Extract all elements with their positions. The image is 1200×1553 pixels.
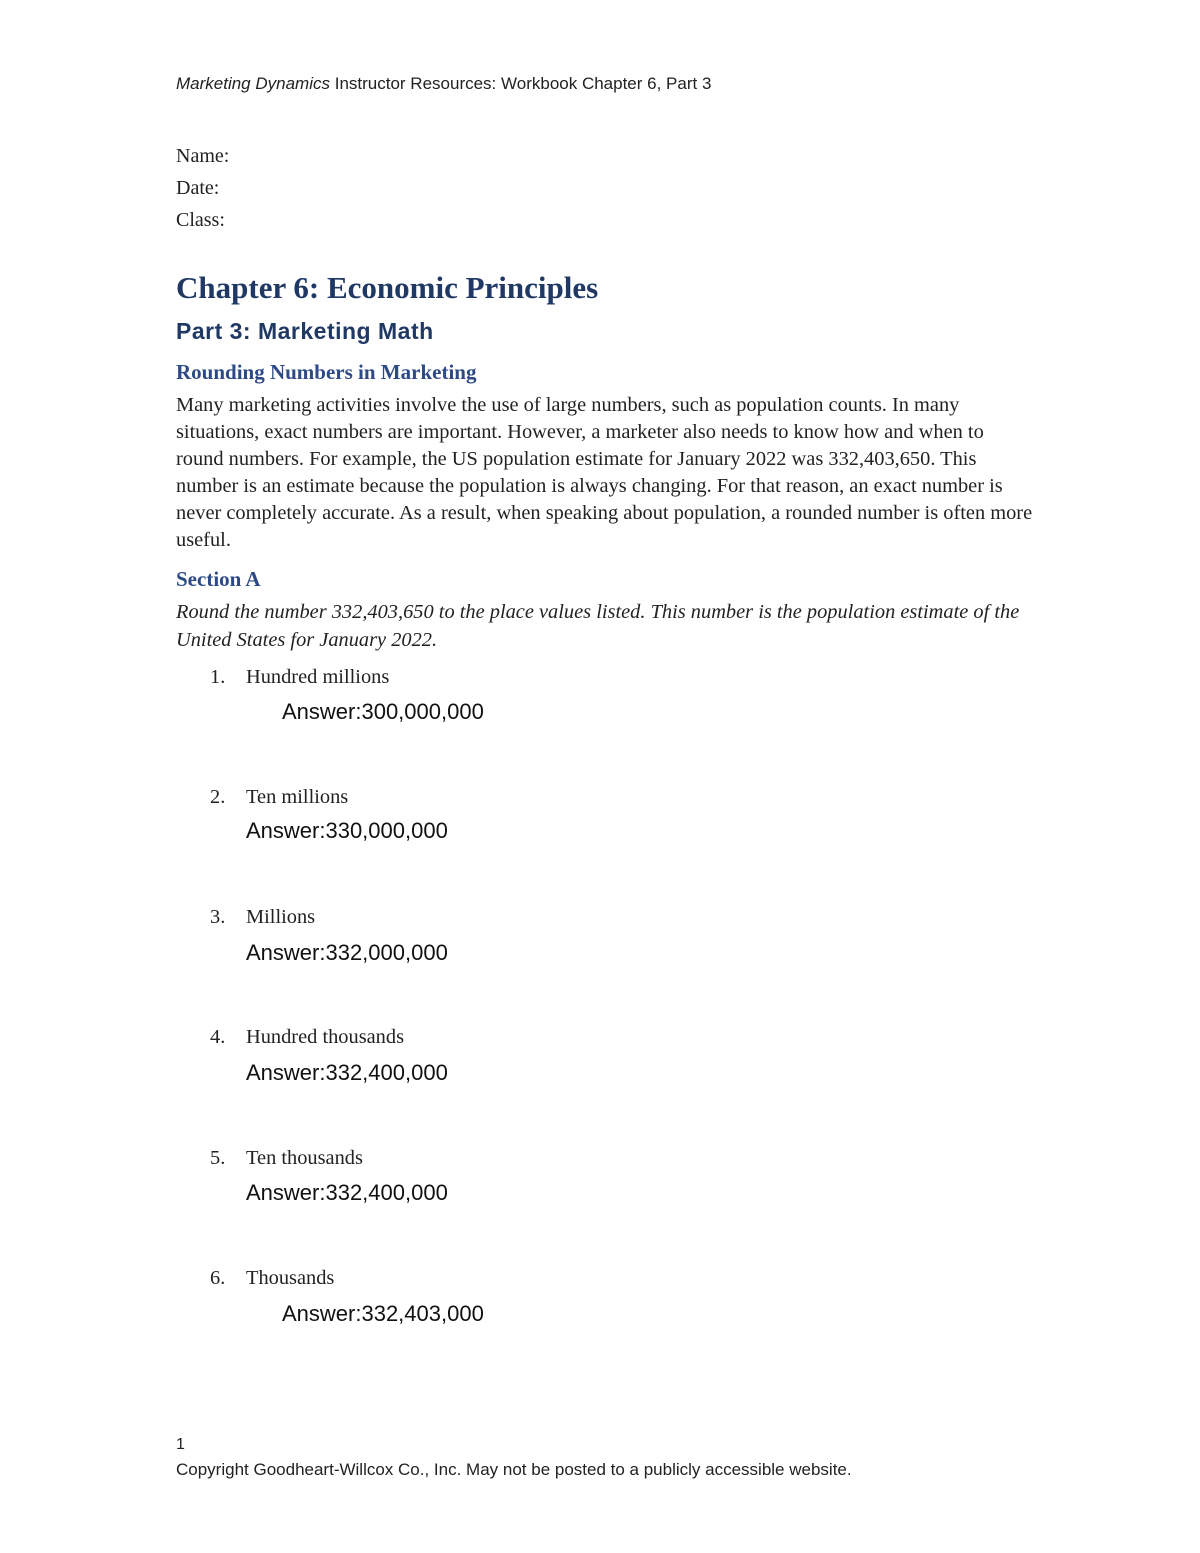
answer-text: Answer:332,403,000 xyxy=(282,1301,484,1326)
rounding-heading: Rounding Numbers in Marketing xyxy=(176,360,477,384)
question-text: Ten thousands xyxy=(246,1147,363,1169)
question-item xyxy=(210,1147,363,1170)
question-number: 6. xyxy=(210,1267,226,1289)
answer-text: Answer:300,000,000 xyxy=(282,699,484,724)
question-text: Hundred millions xyxy=(246,666,390,688)
header-subtitle: Instructor Resources: Workbook Chapter 6, Part 3 xyxy=(330,74,712,93)
intro-paragraph: Many marketing activities involve the use of large numbers, such as population counts. In many situations, exact numbers are important. However, a marketer also needs to know how and when to round numbers. For example, the US population estimate for January 2022 was 332,403,650. This number is an estimate because the population is always changing. For that reason, an exact number is never completely accurate. As a result, when speaking about population, a rounded number is often more useful. xyxy=(176,394,1033,551)
name-field-label: Name: xyxy=(176,145,230,167)
question-number: 1. xyxy=(210,666,226,688)
question-item xyxy=(210,1026,404,1049)
page-number: 1 xyxy=(176,1436,185,1453)
question-number: 2. xyxy=(210,786,226,808)
question-item xyxy=(210,786,348,809)
answer-text: Answer:330,000,000 xyxy=(246,818,448,843)
answer-text: Answer:332,400,000 xyxy=(246,1060,448,1085)
question-number: 4. xyxy=(210,1026,226,1048)
question-text: Millions xyxy=(246,906,316,928)
page-header xyxy=(176,74,711,94)
part-title: Part 3: Marketing Math xyxy=(176,318,434,344)
question-text: Hundred thousands xyxy=(246,1026,405,1048)
chapter-title: Chapter 6: Economic Principles xyxy=(176,270,599,305)
question-number: 5. xyxy=(210,1147,226,1169)
header-book-title: Marketing Dynamics xyxy=(176,74,330,93)
answer-text: Answer:332,000,000 xyxy=(246,940,448,965)
question-number: 3. xyxy=(210,906,226,928)
section-a-heading: Section A xyxy=(176,567,261,591)
question-text: Ten millions xyxy=(246,786,349,808)
section-a-instructions: Round the number 332,403,650 to the place values listed. This number is the population estimate of the United States for January 2022. xyxy=(176,601,1020,651)
question-item xyxy=(210,906,315,929)
question-item xyxy=(210,1267,334,1290)
question-text: Thousands xyxy=(246,1267,335,1289)
copyright-notice: Copyright Goodheart-Willcox Co., Inc. May not be posted to a publicly accessible website. xyxy=(176,1460,852,1479)
answer-text: Answer:332,400,000 xyxy=(246,1180,448,1205)
question-item xyxy=(210,666,389,689)
date-field-label: Date: xyxy=(176,177,220,199)
class-field-label: Class: xyxy=(176,209,225,231)
